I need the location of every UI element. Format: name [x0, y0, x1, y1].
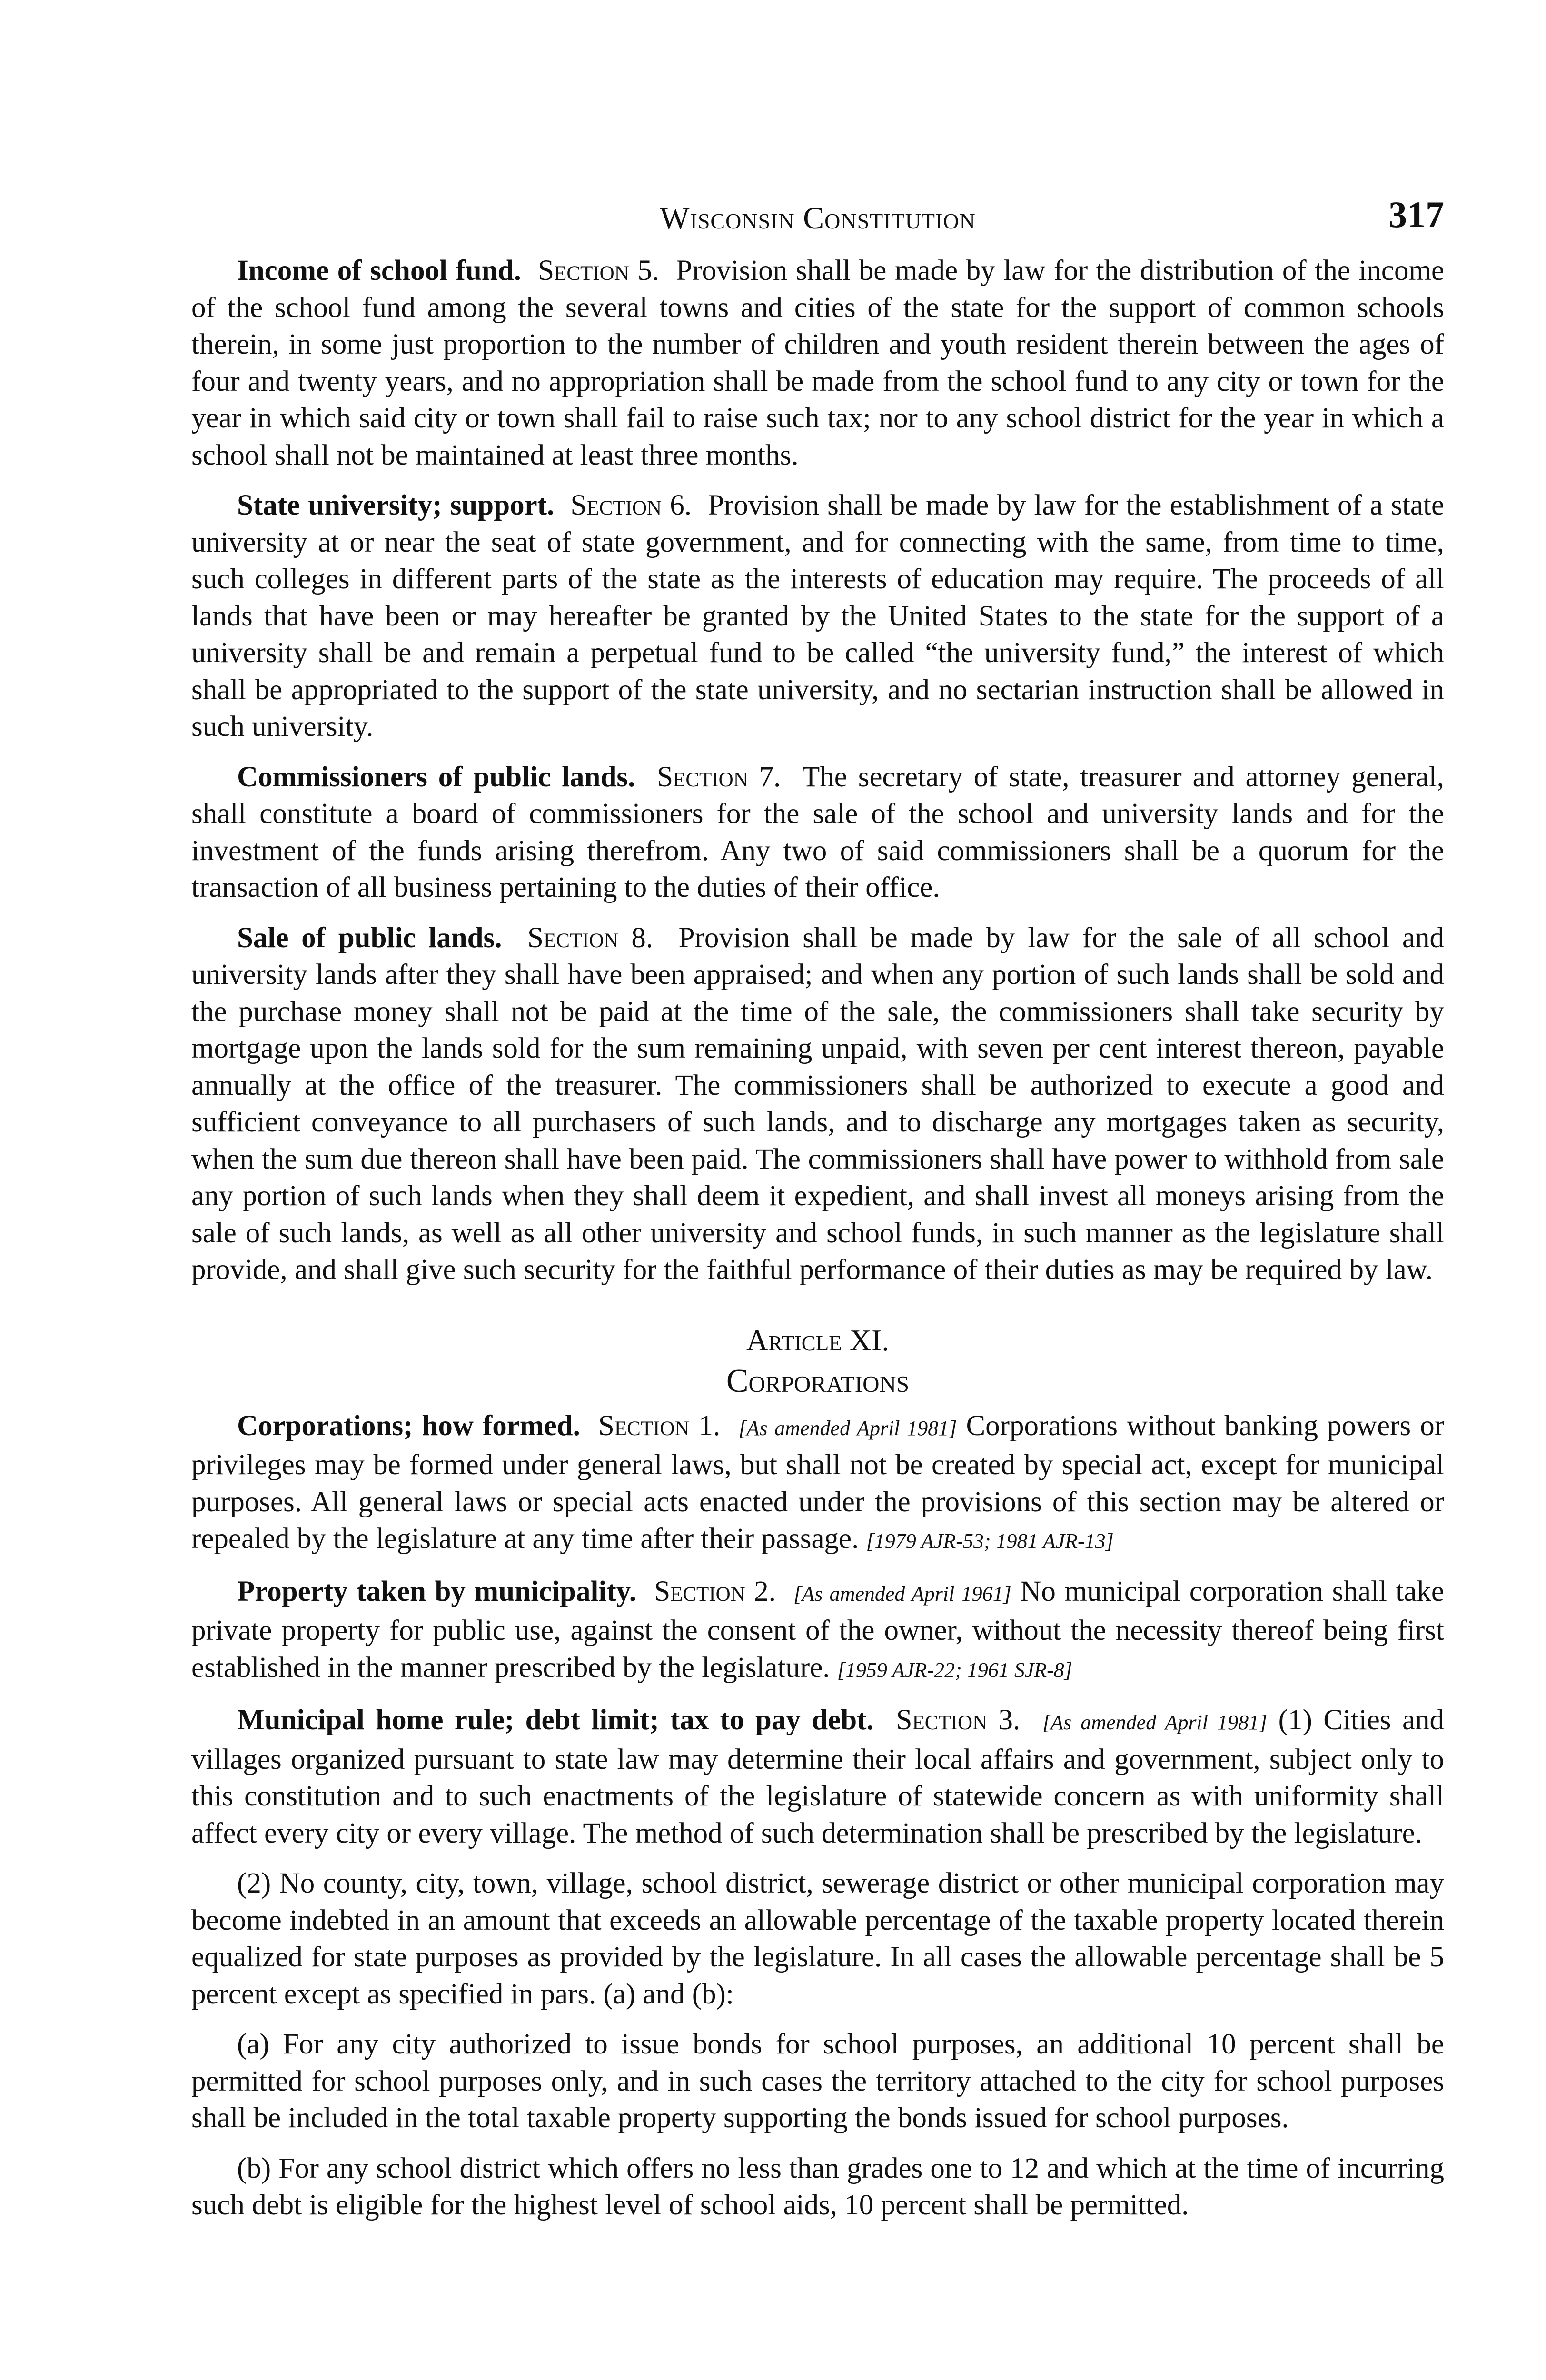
section-caption: Property taken by municipality.: [237, 1575, 637, 1607]
document-page: [191, 194, 1445, 2237]
section-label: Section 3.: [896, 1704, 1021, 1736]
section-text: (b) For any school district which offers no less than grades one to 12 and which at the time of incurring such debt is eligible for the highest level of school aids, 10 percent shall be permitted.: [191, 2152, 1444, 2221]
section-text: (a) For any city authorized to issue bonds for school purposes, an additional 10 percent shall be permitted for school purposes only, and in such cases the territory attached to the city for school purposes shall be included in the total taxable property supporting the bonds issued for school purposes.: [191, 2028, 1444, 2134]
paragraph-section-5: [191, 252, 1444, 474]
section-text: (2) No county, city, town, village, school district, sewerage district or other municipal corporation may become indebted in an amount that exceeds an allowable percentage of the taxable property located therein equalized for state purposes as provided by the legislature. In all cases the allowable percentage shall be 5 percent except as specified in pars. (a) and (b):: [191, 1867, 1444, 2010]
section-caption: State university; support.: [237, 489, 555, 521]
section-label: Section 8.: [527, 922, 654, 954]
section-text: (1) Cities and villages organized pursuant to state law may determine their local affairs and government, subject only to this constitution and to such enactments of the legislature of statewide concern as with uniformity shall affect every city or every village. The method of such determination shall be prescribed by the legislature.: [191, 1704, 1445, 1849]
section-label: Section 5.: [538, 255, 660, 287]
running-title: Wisconsin Constitution: [660, 201, 976, 236]
paragraph-article-11-section-3: [191, 1702, 1444, 1852]
amendment-note: [As amended April 1981]: [1042, 1711, 1268, 1734]
section-caption: Commissioners of public lands.: [237, 761, 635, 793]
paragraph-subsection-2: [191, 1865, 1444, 2013]
section-text: Provision shall be made by law for the sale of all school and university lands after they shall have been appraised; and when any portion of such lands shall be sold and the purchase money shall not be paid at the time of the sale, the commissioners shall take security by mortgage upon the lands sold for the sum remaining unpaid, with seven per cent interest thereon, payable annually at the office of the treasurer. The commissioners shall be authorized to execute a good and sufficient conveyance to all purchasers of such lands, and to discharge any mortgages taken as security, when the sum due thereon shall have been paid. The commissioners shall have power to withhold from sale any portion of such lands when they shall deem it expedient, and shall invest all moneys arising from the sale of such lands, as well as all other university and school funds, in such manner as the legislature shall provide, and shall give such security for the faithful performance of their duties as may be required by law.: [191, 922, 1445, 1286]
section-caption: Income of school fund.: [237, 255, 521, 287]
section-caption: Sale of public lands.: [237, 922, 502, 954]
section-label: Section 6.: [570, 489, 692, 521]
section-label: Section 2.: [654, 1575, 776, 1607]
paragraph-article-11-section-1: [191, 1408, 1444, 1560]
paragraph-section-7: [191, 759, 1444, 906]
article-title: Corporations: [726, 1362, 910, 1399]
section-text: Provision shall be made by law for the distribution of the income of the school fund among the several towns and cities of the state for the support of common schools therein, in some just proportion to the number of children and youth resident therein between the ages of four and twenty years, and no appropriation shall be made from the school fund to any city or town for the year in which said city or town shall fail to raise such tax; nor to any school district for the year in which a school shall not be maintained at least three months.: [191, 255, 1445, 471]
paragraph-article-11-section-2: [191, 1573, 1444, 1689]
section-caption: Municipal home rule; debt limit; tax to pay debt.: [237, 1704, 874, 1736]
paragraph-section-8: [191, 920, 1444, 1289]
section-text: The secretary of state, treasurer and attorney general, shall constitute a board of commissioners for the sale of the school and university lands and for the investment of the funds arising therefrom. Any two of said commissioners shall be a quorum for the transaction of all business pertaining to the duties of their office.: [191, 761, 1444, 903]
section-text: Provision shall be made by law for the establishment of a state university at or near the seat of state government, and for connecting with the same, from time to time, such colleges in different parts of the state as the interests of education may require. The proceeds of all lands that have been or may hereafter be granted by the United States to the state for the support of a university shall be and remain a perpetual fund to be called “the university fund,” the interest of which shall be appropriated to the support of the state university, and no sectarian instruction shall be allowed in such university.: [191, 489, 1445, 743]
section-text: No municipal corporation shall take private property for public use, against the consent of the owner, without the necessity thereof being first established in the manner prescribed by the legislature.: [191, 1575, 1444, 1684]
paragraph-subsection-a: [191, 2026, 1444, 2137]
amendment-note: [As amended April 1961]: [793, 1582, 1011, 1606]
history-note: [1959 AJR-22; 1961 SJR-8]: [837, 1658, 1072, 1682]
paragraph-section-6: [191, 487, 1444, 745]
page-number: 317: [1388, 194, 1444, 235]
amendment-note: [As amended April 1981]: [738, 1416, 957, 1440]
section-text: Corporations without banking powers or privileges may be formed under general laws, but shall not be created by special act, except for municipal purposes. All general laws or special acts enacted under the provisions of this section may be altered or repealed by the legislature at any time after their passage.: [191, 1409, 1445, 1555]
history-note: [1979 AJR-53; 1981 AJR-13]: [866, 1529, 1114, 1553]
article-heading: Article XI.: [746, 1323, 890, 1357]
paragraph-subsection-b: [191, 2150, 1444, 2224]
section-label: Section 1.: [598, 1409, 721, 1442]
page-header: [191, 194, 1444, 252]
section-label: Section 7.: [657, 761, 781, 793]
section-caption: Corporations; how formed.: [237, 1409, 580, 1442]
